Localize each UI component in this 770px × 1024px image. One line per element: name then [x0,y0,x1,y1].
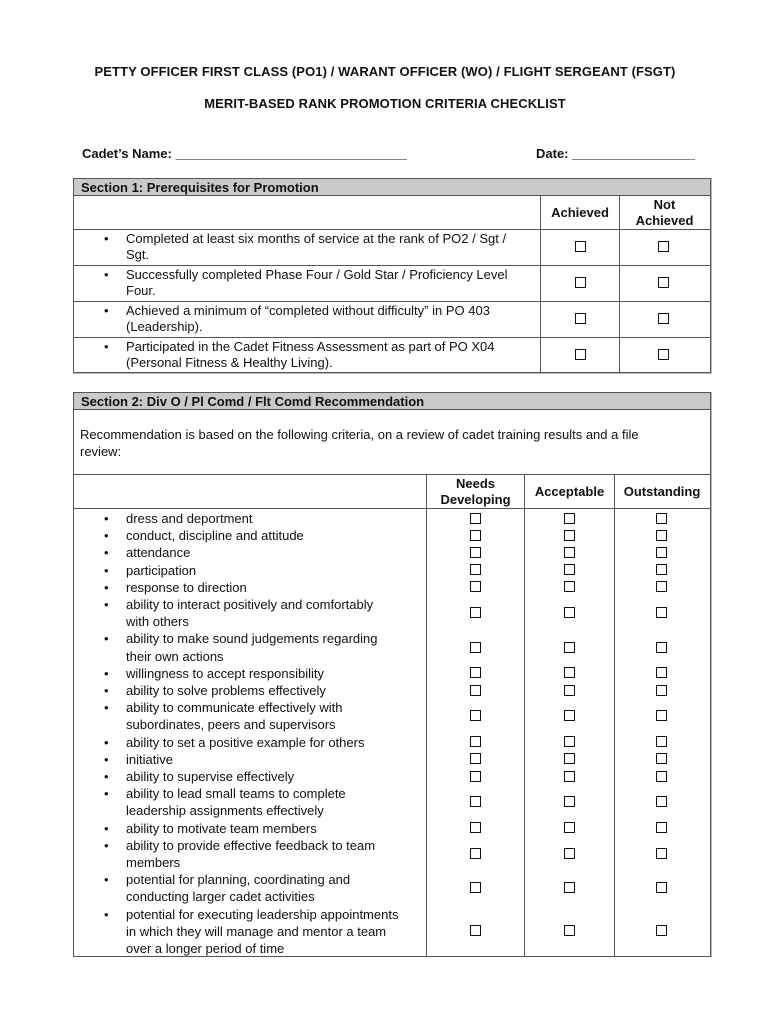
acceptable-checkbox[interactable] [564,925,575,936]
criteria-line: conduct, discipline and attitude [126,528,304,544]
bullet-icon: • [104,579,109,595]
criteria-text [126,579,247,596]
section2-header: Section 2: Div O / Pl Comd / Flt Comd Recommendation [73,392,711,410]
acceptable-checkbox[interactable] [564,771,575,782]
prereq-line: Achieved a minimum of “completed without difficulty” in PO 403 [126,303,490,318]
acceptable-checkbox[interactable] [564,547,575,558]
col-achieved: Achieved [551,205,609,220]
acceptable-checkbox[interactable] [564,848,575,859]
criteria-line: ability to supervise effectively [126,769,295,784]
criteria-text [126,527,304,544]
criteria-line: ability to interact positively and comfortably [126,597,374,612]
criteria-text [126,837,375,871]
outstanding-checkbox[interactable] [656,607,667,618]
outstanding-checkbox[interactable] [656,736,667,747]
acceptable-checkbox[interactable] [564,564,575,575]
outstanding-checkbox[interactable] [656,710,667,721]
criteria-line: potential for planning, coordinating and [126,872,351,888]
criteria-line: their own actions [126,648,224,664]
bullet-icon: • [104,837,109,853]
section1-row-divider [73,301,710,302]
criteria-text [126,699,343,733]
col-outstanding: Outstanding [623,484,701,499]
bullet-icon: • [104,734,109,750]
section2-intro-line2: review: [80,444,122,459]
needs-developing-checkbox[interactable] [470,685,481,696]
prereq-line: Successfully completed Phase Four / Gold Star / Proficiency Level [126,267,508,282]
criteria-line: willingness to accept responsibility [126,665,324,681]
achieved-checkbox[interactable] [575,241,586,252]
bullet-icon: • [104,786,109,802]
needs-developing-checkbox[interactable] [470,822,481,833]
needs-developing-checkbox[interactable] [470,530,481,541]
outstanding-checkbox[interactable] [656,685,667,696]
bullet-icon: • [104,545,109,561]
acceptable-checkbox[interactable] [564,685,575,696]
bullet-icon: • [104,631,109,647]
criteria-text [126,544,190,561]
criteria-line: subordinates, peers and supervisors [126,717,336,733]
section1-row-divider [73,265,710,266]
prereq-line: (Leadership). [126,319,203,334]
needs-developing-checkbox[interactable] [470,710,481,721]
document-subtitle: MERIT-BASED RANK PROMOTION CRITERIA CHECKLIST [204,96,566,111]
outstanding-checkbox[interactable] [656,547,667,558]
criteria-text [126,665,324,682]
criteria-line: in which they will manage and mentor a team [126,923,387,939]
needs-developing-checkbox[interactable] [470,667,481,678]
acceptable-checkbox[interactable] [564,642,575,653]
bullet-icon: • [104,906,109,922]
needs-developing-checkbox[interactable] [470,848,481,859]
criteria-line: with others [126,614,189,630]
criteria-line: members [126,855,181,870]
criteria-text [126,630,377,664]
section1-col-divider [540,196,541,372]
needs-developing-checkbox[interactable] [470,564,481,575]
criteria-line: ability to set a positive example for others [126,734,365,750]
col-needs-2: Developing [440,492,511,507]
acceptable-checkbox[interactable] [564,607,575,618]
outstanding-checkbox[interactable] [656,848,667,859]
criteria-line: ability to make sound judgements regarding [126,631,378,647]
acceptable-checkbox[interactable] [564,513,575,524]
needs-developing-checkbox[interactable] [470,642,481,653]
criteria-text [126,906,398,958]
section2-col-divider [614,474,615,956]
criteria-text [126,734,364,751]
outstanding-checkbox[interactable] [656,882,667,893]
acceptable-checkbox[interactable] [564,822,575,833]
outstanding-checkbox[interactable] [656,771,667,782]
bullet-icon: • [104,303,109,318]
outstanding-checkbox[interactable] [656,530,667,541]
needs-developing-checkbox[interactable] [470,607,481,618]
criteria-line: response to direction [126,579,247,595]
col-not-achieved-2: Achieved [635,213,694,228]
bullet-icon: • [104,267,109,282]
bullet-icon: • [104,820,109,836]
section1-header: Section 1: Prerequisites for Promotion [73,178,711,196]
prereq-text [126,231,506,263]
col-needs-1: Needs [455,476,496,491]
not-achieved-checkbox[interactable] [658,277,669,288]
col-acceptable: Acceptable [534,484,605,499]
acceptable-checkbox[interactable] [564,710,575,721]
criteria-line: initiative [126,751,173,767]
criteria-line: ability to communicate effectively with [126,700,343,716]
prereq-text [126,339,495,371]
criteria-text [126,682,326,699]
prereq-line: Participated in the Cadet Fitness Assessment as part of PO X04 [126,339,495,354]
prereq-text [126,303,490,335]
acceptable-checkbox[interactable] [564,796,575,807]
criteria-line: ability to provide effective feedback to team [126,837,376,853]
acceptable-checkbox[interactable] [564,581,575,592]
needs-developing-checkbox[interactable] [470,581,481,592]
outstanding-checkbox[interactable] [656,667,667,678]
bullet-icon: • [104,597,109,612]
bullet-icon: • [104,562,109,578]
not-achieved-checkbox[interactable] [658,241,669,252]
criteria-text [126,751,173,768]
section1-row-divider [73,337,710,338]
needs-developing-checkbox[interactable] [470,753,481,764]
outstanding-checkbox[interactable] [656,581,667,592]
needs-developing-checkbox[interactable] [470,925,481,936]
col-not-achieved-1: Not [653,197,676,212]
acceptable-checkbox[interactable] [564,530,575,541]
criteria-line: over a longer period of time [126,941,285,956]
outstanding-checkbox[interactable] [656,642,667,653]
prereq-text [126,267,508,299]
achieved-checkbox[interactable] [575,277,586,288]
outstanding-checkbox[interactable] [656,564,667,575]
criteria-text [126,768,294,785]
outstanding-checkbox[interactable] [656,925,667,936]
needs-developing-checkbox[interactable] [470,513,481,524]
section2-col-divider [426,474,427,956]
criteria-text [126,562,196,579]
not-achieved-checkbox[interactable] [658,313,669,324]
cadet-name-field: Cadet’s Name: ________________________________ [82,146,407,161]
needs-developing-checkbox[interactable] [470,736,481,747]
not-achieved-checkbox[interactable] [658,349,669,360]
criteria-line: leadership assignments effectively [126,803,324,819]
criteria-line: participation [126,562,197,578]
section2-col-divider [524,474,525,956]
criteria-line: ability to solve problems effectively [126,683,326,698]
criteria-line: potential for executing leadership appointments [126,906,399,922]
criteria-line: ability to lead small teams to complete [126,786,346,802]
criteria-text [126,510,252,527]
acceptable-checkbox[interactable] [564,736,575,747]
bullet-icon: • [104,231,109,246]
needs-developing-checkbox[interactable] [470,547,481,558]
section1-divider [73,229,710,230]
acceptable-checkbox[interactable] [564,667,575,678]
prereq-line: Completed at least six months of service at the rank of PO2 / Sgt / [126,231,507,246]
bullet-icon: • [104,528,109,544]
bullet-icon: • [104,769,109,784]
bullet-icon: • [104,751,109,767]
document-title: PETTY OFFICER FIRST CLASS (PO1) / WARANT OFFICER (WO) / FLIGHT SERGEANT (FSGT) [94,64,676,79]
achieved-checkbox[interactable] [575,349,586,360]
prereq-line: Sgt. [126,247,150,262]
prereq-line: (Personal Fitness & Healthy Living). [126,355,333,370]
criteria-text [126,820,317,837]
criteria-line: conducting larger cadet activities [126,889,315,905]
bullet-icon: • [104,665,109,681]
criteria-text [126,596,373,630]
needs-developing-checkbox[interactable] [470,882,481,893]
bullet-icon: • [104,700,109,716]
criteria-text [126,785,346,819]
section2-intro-line1: Recommendation is based on the following criteria, on a review of cadet training results and a file [80,427,639,442]
needs-developing-checkbox[interactable] [470,796,481,807]
acceptable-checkbox[interactable] [564,753,575,764]
bullet-icon: • [104,872,109,888]
outstanding-checkbox[interactable] [656,513,667,524]
section2-intro [80,426,700,460]
criteria-text [126,871,350,905]
outstanding-checkbox[interactable] [656,753,667,764]
criteria-line: ability to motivate team members [126,820,317,836]
needs-developing-checkbox[interactable] [470,771,481,782]
date-field: Date: _________________ [536,146,696,161]
acceptable-checkbox[interactable] [564,882,575,893]
achieved-checkbox[interactable] [575,313,586,324]
bullet-icon: • [104,683,109,698]
bullet-icon: • [104,511,109,526]
outstanding-checkbox[interactable] [656,822,667,833]
prereq-line: Four. [126,283,156,298]
outstanding-checkbox[interactable] [656,796,667,807]
bullet-icon: • [104,339,109,354]
criteria-line: attendance [126,545,191,561]
criteria-line: dress and deportment [126,511,253,526]
